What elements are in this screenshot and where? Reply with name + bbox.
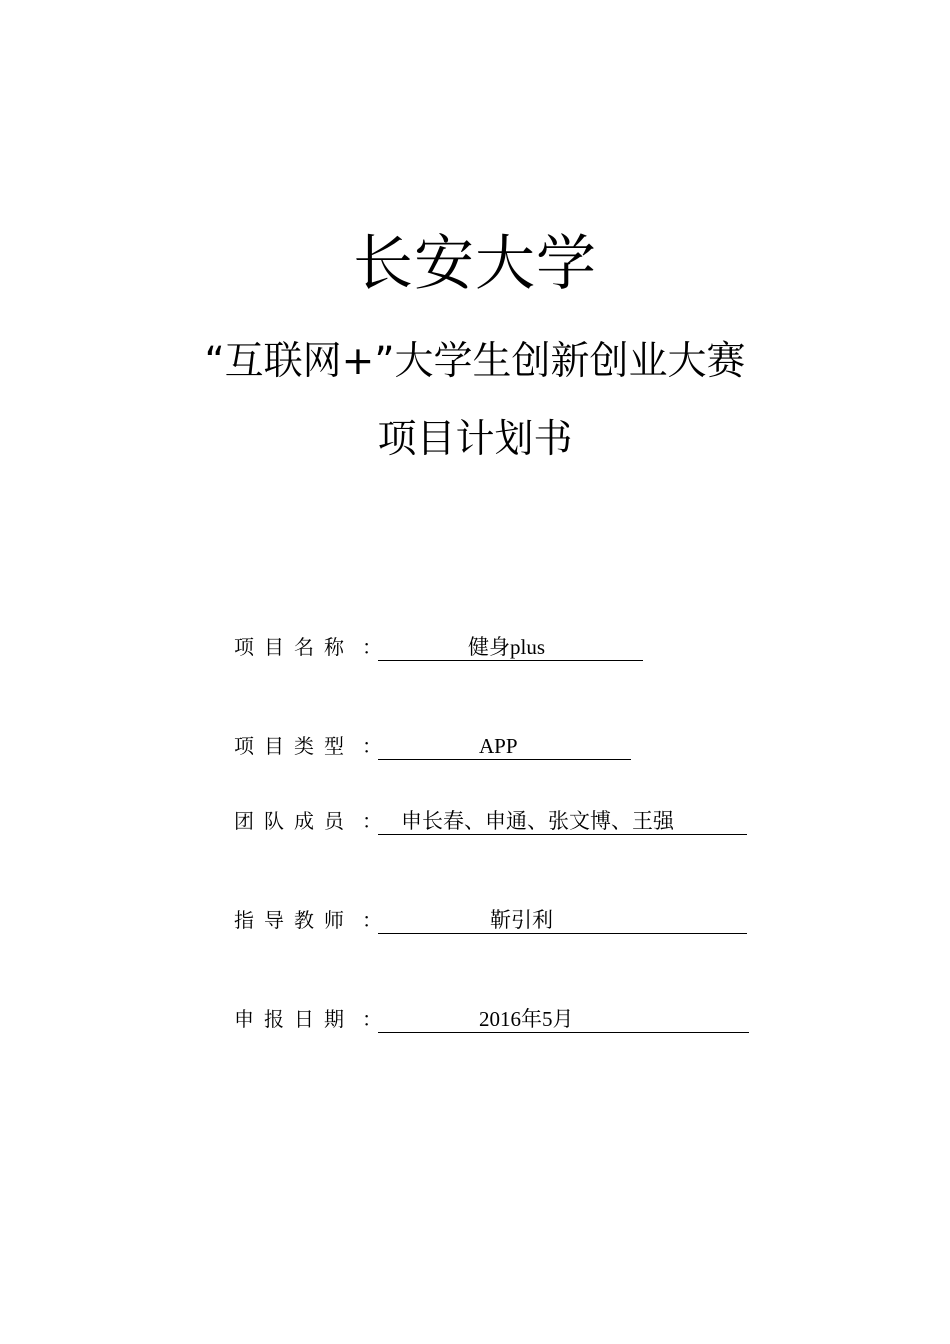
field-advisor bbox=[234, 905, 754, 937]
field-submission-date bbox=[234, 1004, 754, 1036]
field-value-underline bbox=[378, 632, 643, 661]
field-project-type bbox=[234, 731, 754, 763]
contest-title: “互联网+”大学生创新创业大赛 bbox=[204, 339, 746, 384]
field-value-underline bbox=[378, 1004, 749, 1033]
field-label: 指导教师 bbox=[234, 908, 354, 932]
field-colon: ： bbox=[362, 809, 382, 833]
field-label: 申报日期 bbox=[234, 1007, 354, 1031]
field-value-underline bbox=[378, 806, 747, 835]
team-members-value: 申长春、申通、张文博、王强 bbox=[401, 809, 674, 833]
field-label: 项目名称 bbox=[234, 635, 354, 659]
field-colon: ： bbox=[362, 1007, 382, 1031]
field-team-members bbox=[234, 806, 754, 838]
submission-date-value: 2016年5月 bbox=[479, 1007, 574, 1031]
project-type-value: APP bbox=[479, 734, 518, 758]
university-title: 长安大学 bbox=[353, 229, 597, 299]
field-value-underline bbox=[378, 731, 631, 760]
field-label: 团队成员 bbox=[234, 809, 354, 833]
project-name-value: 健身plus bbox=[468, 635, 546, 659]
document-type-title: 项目计划书 bbox=[377, 417, 573, 462]
advisor-value: 靳引利 bbox=[490, 908, 553, 932]
field-label: 项目类型 bbox=[234, 734, 354, 758]
field-project-name bbox=[234, 632, 754, 664]
field-colon: ： bbox=[362, 734, 382, 758]
field-colon: ： bbox=[362, 908, 382, 932]
field-value-underline bbox=[378, 905, 747, 934]
field-colon: ： bbox=[362, 635, 382, 659]
